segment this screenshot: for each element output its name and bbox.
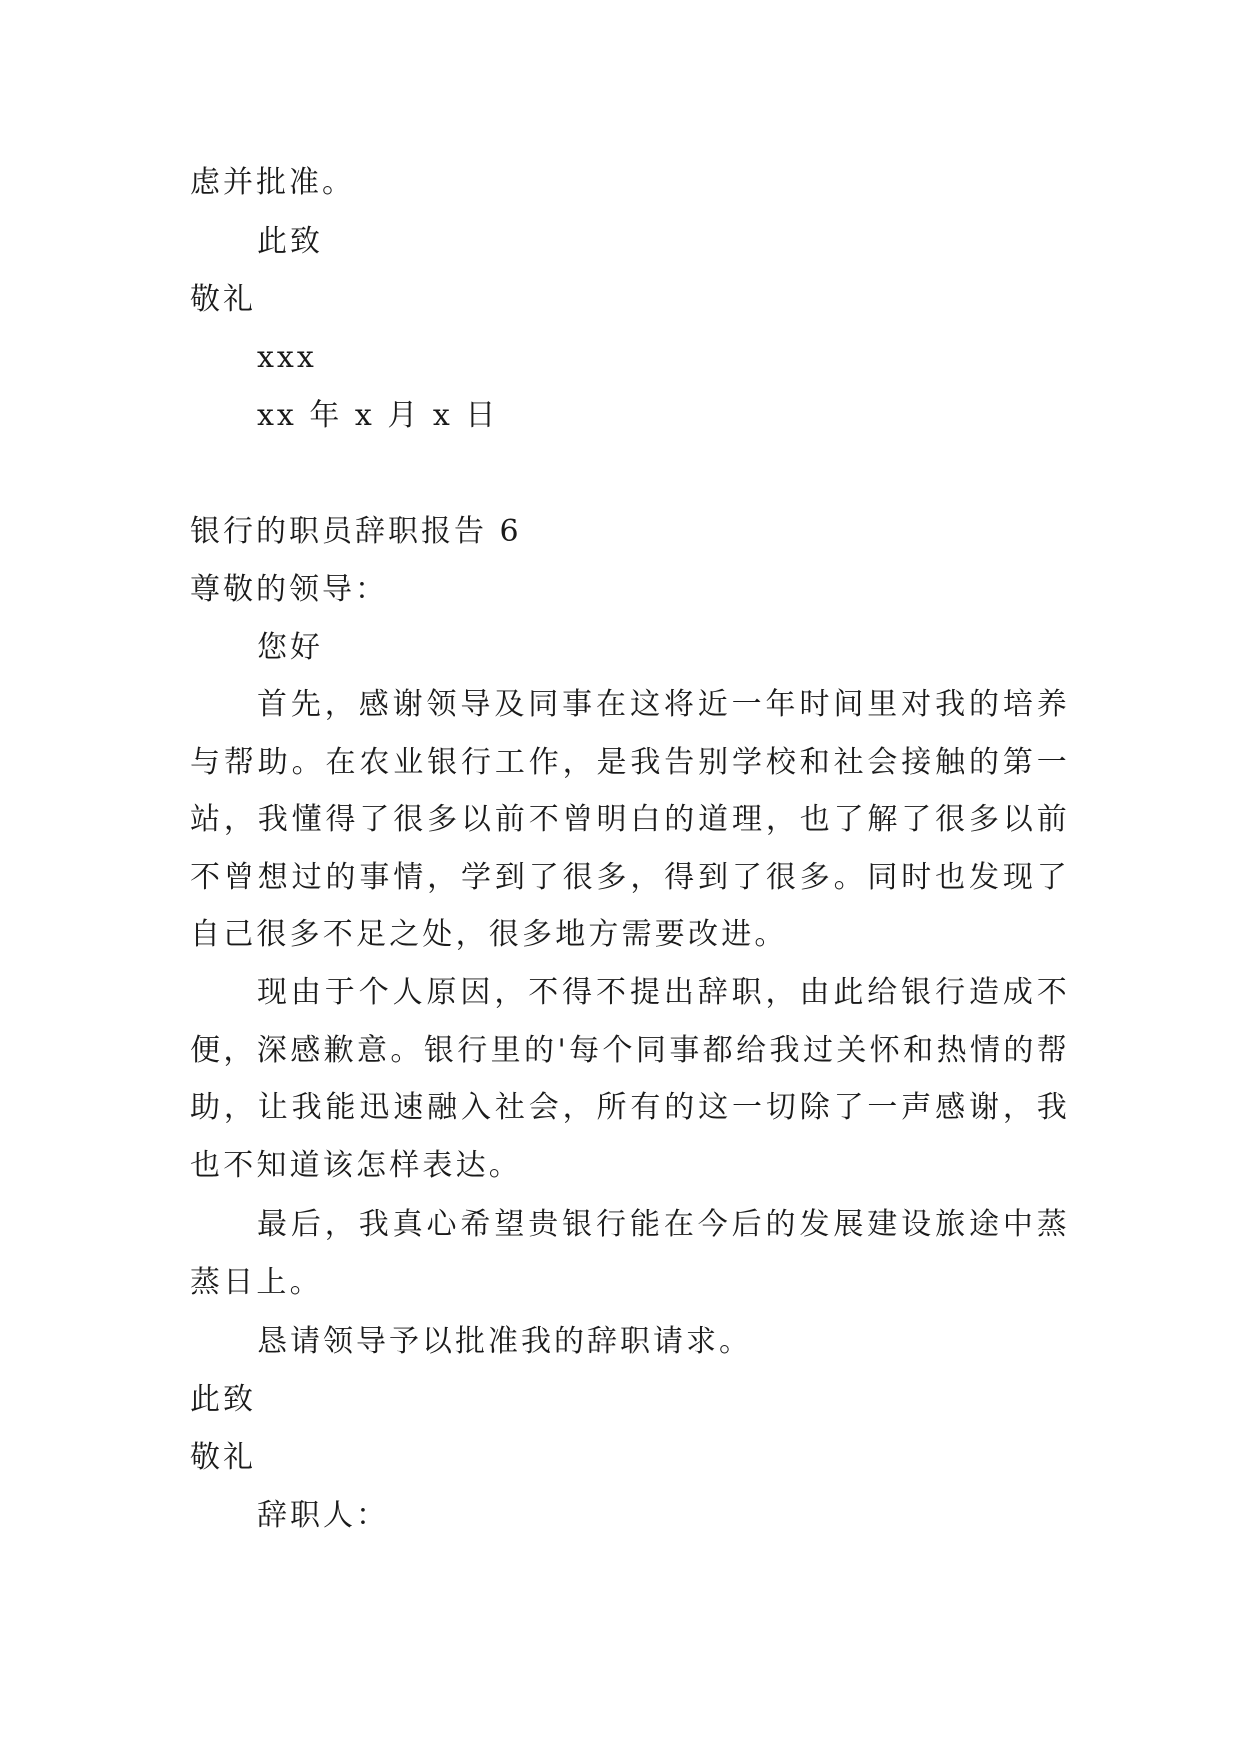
closing-ci-zhi: 此致 bbox=[190, 1382, 256, 1417]
body-paragraph-1: 首先，感谢领导及同事在这将近一年时间里对我的培养与帮助。在农业银行工作，是我告别学校和社会接触的第一站，我懂得了很多以前不曾明白的道理，也了解了很多以前不曾想过的事情，学到了很多，得到了很多。同时也发现了自己很多不足之处，很多地方需要改进。 bbox=[190, 687, 1070, 953]
previous-closing-jing-li: 敬礼 bbox=[190, 282, 256, 317]
previous-closing-ci-zhi: 此致 bbox=[257, 224, 323, 259]
resignation-request: 恳请领导予以批准我的辞职请求。 bbox=[257, 1324, 752, 1359]
closing-jing-li: 敬礼 bbox=[190, 1440, 256, 1475]
salutation: 尊敬的领导： bbox=[190, 572, 388, 607]
body-paragraph-3: 最后，我真心希望贵银行能在今后的发展建设旅途中蒸蒸日上。 bbox=[190, 1207, 1070, 1300]
letter-title: 银行的职员辞职报告 6 bbox=[190, 514, 522, 549]
previous-date: xx 年 x 月 x 日 bbox=[257, 398, 499, 433]
previous-signer: xxx bbox=[257, 340, 317, 375]
previous-letter-tail: 虑并批准。 bbox=[190, 165, 355, 200]
resigner-label: 辞职人： bbox=[257, 1498, 389, 1533]
body-paragraph-2: 现由于个人原因，不得不提出辞职，由此给银行造成不便，深感歉意。银行里的'每个同事都给我过关怀和热情的帮助，让我能迅速融入社会，所有的这一切除了一声感谢，我也不知道该怎样表达。 bbox=[190, 975, 1070, 1183]
greeting: 您好 bbox=[257, 630, 323, 665]
